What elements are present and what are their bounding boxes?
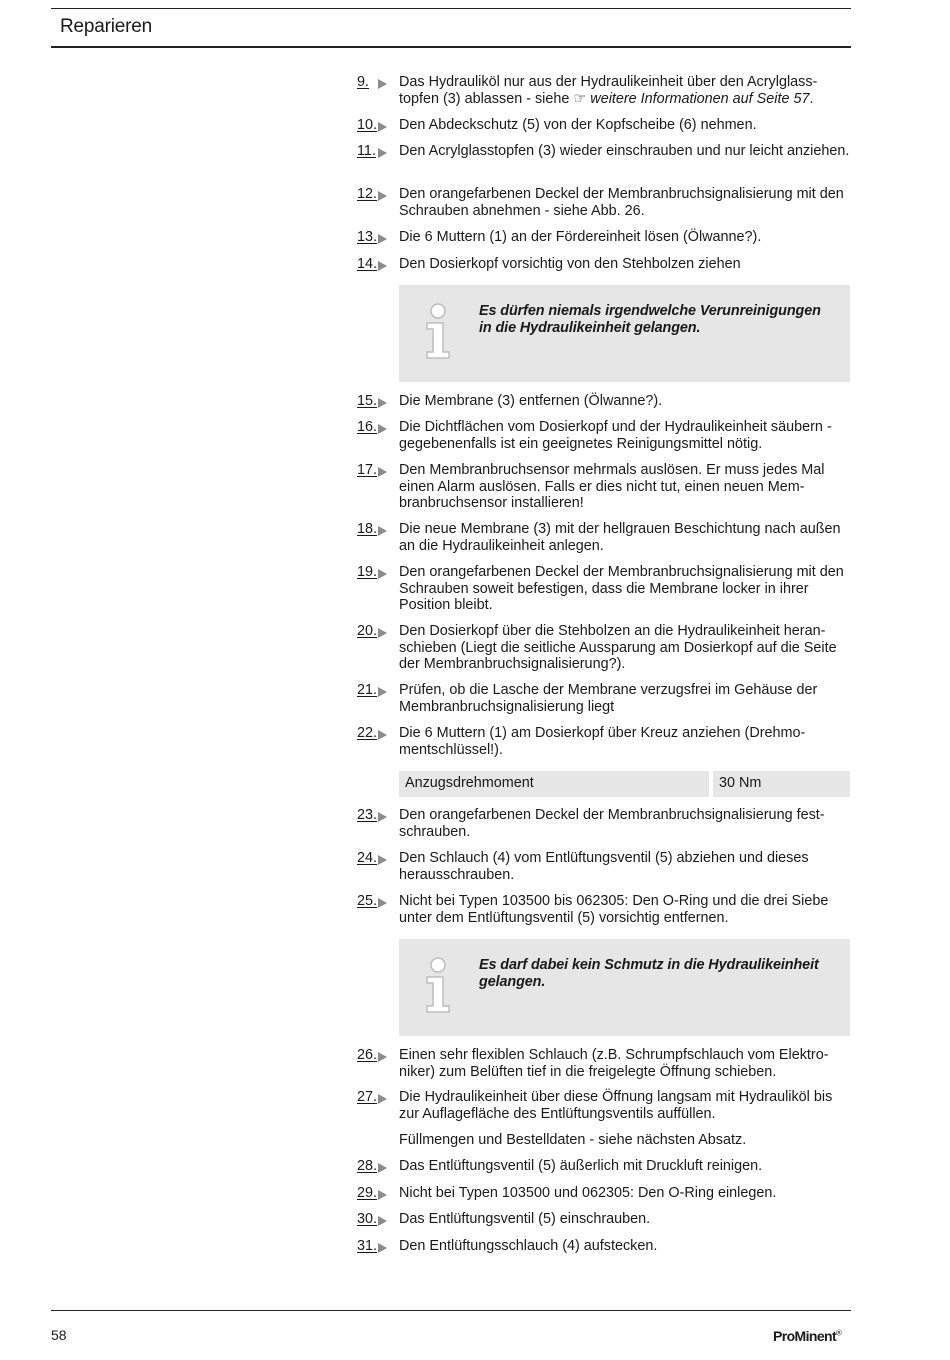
step-text: Den orangefarbenen Deckel der Membranbruchsignalisierung mit den Schrauben soweit befestigen, dass die Membrane locker in ihrer Position bleibt.: [399, 564, 844, 613]
step-number: 15.: [357, 393, 378, 409]
step-arrow-icon: [378, 628, 387, 638]
step-30: [357, 1211, 850, 1228]
step-arrow-icon: [378, 261, 387, 271]
page-title: Reparieren: [60, 16, 152, 37]
step-text: Das Hydrauliköl nur aus der Hydraulikeinheit über den Acrylglass-topfen (3) ablassen - siehe: [399, 74, 818, 107]
torque-table: [399, 771, 850, 797]
step-number: 27.: [357, 1089, 378, 1105]
step-number: 13.: [357, 229, 378, 245]
step-text: Den Membranbruchsensor mehrmals auslösen. Er muss jedes Mal einen Alarm auslösen. Falls er dies nicht tut, einen neuen Mem-branbruchsensor installieren!: [399, 462, 825, 511]
step-text: Den orangefarbenen Deckel der Membranbruchsignalisierung mit den Schrauben abnehmen - siehe Abb. 26.: [399, 186, 844, 219]
step-arrow-icon: [378, 526, 387, 536]
step-arrow-icon: [378, 148, 387, 158]
step-text: Die Hydraulikeinheit über diese Öffnung langsam mit Hydrauliköl bis zur Auflagefläche des Entlüftungsventils auffüllen.: [399, 1089, 833, 1122]
note-text: Es darf dabei kein Schmutz in die Hydraulikeinheit gelangen.: [479, 957, 819, 990]
step-12: [357, 186, 850, 219]
step-31: [357, 1238, 850, 1255]
step-arrow-icon: [378, 467, 387, 477]
info-icon: [421, 955, 455, 1015]
step-20: [357, 623, 850, 673]
step-number: 29.: [357, 1185, 378, 1201]
step-arrow-icon: [378, 1190, 387, 1200]
step-arrow-icon: [378, 79, 387, 89]
step-number: 24.: [357, 850, 378, 866]
step-text: Die Dichtflächen vom Dosierkopf und der Hydraulikeinheit säubern - gegebenenfalls ist ein geeignetes Reinigungsmittel nötig.: [399, 419, 832, 452]
footer-rule: [51, 1310, 851, 1311]
header-rule-top: [51, 8, 851, 9]
step-arrow-icon: [378, 898, 387, 908]
step-arrow-icon: [378, 1094, 387, 1104]
step-text: Den Dosierkopf über die Stehbolzen an die Hydraulikeinheit heran-schieben (Liegt die seitliche Aussparung am Dosierkopf auf die Seite der Membranbruchsignalisierung?).: [399, 623, 837, 672]
step-arrow-icon: [378, 569, 387, 579]
step-10: [357, 117, 850, 134]
step-text: Den Abdeckschutz (5) von der Kopfscheibe (6) nehmen.: [399, 117, 757, 133]
step-arrow-icon: [378, 1216, 387, 1226]
step-number: 31.: [357, 1238, 378, 1254]
step-number: 23.: [357, 807, 378, 823]
step-text: Die Membrane (3) entfernen (Ölwanne?).: [399, 393, 663, 409]
torque-label: Anzugsdrehmoment: [405, 775, 534, 791]
step-text: Das Entlüftungsventil (5) einschrauben.: [399, 1211, 651, 1227]
step-number: 16.: [357, 419, 378, 435]
step-23: [357, 807, 850, 840]
step-arrow-icon: [378, 1163, 387, 1173]
step-arrow-icon: [378, 730, 387, 740]
step-24: [357, 850, 850, 883]
step-18: [357, 521, 850, 554]
step-text: Den Entlüftungsschlauch (4) aufstecken.: [399, 1238, 658, 1254]
step-text: Einen sehr flexiblen Schlauch (z.B. Schrumpfschlauch vom Elektro-niker) zum Belüften tief in die freigelegte Öffnung schieben.: [399, 1047, 829, 1080]
info-line: Füllmengen und Bestelldaten - siehe nächsten Absatz.: [399, 1132, 747, 1148]
step-29: [357, 1185, 850, 1202]
step-number: 22.: [357, 725, 378, 741]
step-text: Den Acrylglasstopfen (3) wieder einschrauben und nur leicht anziehen.: [399, 143, 850, 159]
step-14: [357, 256, 850, 273]
step-number: 26.: [357, 1047, 378, 1063]
step-number: 10.: [357, 117, 378, 133]
header-rule-bottom: [51, 46, 851, 48]
step-arrow-icon: [378, 234, 387, 244]
info-note: [399, 939, 850, 1036]
logo-text: ProMinent: [773, 1328, 837, 1344]
step-text: Die 6 Muttern (1) am Dosierkopf über Kreuz anziehen (Drehmo-mentschlüssel!).: [399, 725, 806, 758]
step-number: 28.: [357, 1158, 378, 1174]
step-arrow-icon: [378, 855, 387, 865]
step-16: [357, 419, 850, 452]
step-25: [357, 893, 850, 926]
step-text: Nicht bei Typen 103500 und 062305: Den O-Ring einlegen.: [399, 1185, 777, 1201]
step-arrow-icon: [378, 687, 387, 697]
step-21: [357, 682, 850, 715]
step-arrow-icon: [378, 398, 387, 408]
torque-value: 30 Nm: [719, 775, 762, 791]
step-26: [357, 1047, 850, 1080]
step-17: [357, 462, 850, 512]
step-arrow-icon: [378, 191, 387, 201]
step-number: 19.: [357, 564, 378, 580]
step-text: Prüfen, ob die Lasche der Membrane verzugsfrei im Gehäuse der Membranbruchsignalisierung liegt: [399, 682, 818, 715]
step-number: 9.: [357, 74, 370, 90]
step-text: Den Dosierkopf vorsichtig von den Stehbolzen ziehen: [399, 256, 741, 272]
step-text: Das Entlüftungsventil (5) äußerlich mit Druckluft reinigen.: [399, 1158, 763, 1174]
step-arrow-icon: [378, 1243, 387, 1253]
torque-label-cell: [399, 771, 709, 797]
step-9: 9. Das Hydrauliköl nur aus der Hydraulikeinheit über den Acrylglass-topfen (3) ablassen - siehe ☞ weitere Informationen auf Seite 57.: [357, 74, 818, 107]
step-27: [357, 1089, 850, 1122]
step-number: 12.: [357, 186, 378, 202]
step-number: 18.: [357, 521, 378, 537]
step-arrow-icon: [378, 424, 387, 434]
note-text: Es dürfen niemals irgendwelche Verunreinigungen in die Hydraulikeinheit gelangen.: [479, 303, 821, 336]
step-text: Den Schlauch (4) vom Entlüftungsventil (5) abziehen und dieses herausschrauben.: [399, 850, 809, 883]
step-19: [357, 564, 850, 614]
step-arrow-icon: [378, 812, 387, 822]
info-note: [399, 285, 850, 382]
step-28: [357, 1158, 850, 1175]
step-number: 11.: [357, 143, 376, 159]
cross-reference-link[interactable]: weitere Informationen auf Seite 57: [590, 90, 810, 107]
step-text: Die 6 Muttern (1) an der Fördereinheit lösen (Ölwanne?).: [399, 229, 762, 245]
step-13: [357, 229, 850, 246]
step-number: 20.: [357, 623, 378, 639]
step-15: [357, 393, 850, 410]
torque-value-cell: [713, 771, 850, 797]
step-number: 30.: [357, 1211, 378, 1227]
step-number: 14.: [357, 256, 378, 272]
step-number: 17.: [357, 462, 378, 478]
hand-pointer-icon: ☞: [573, 90, 591, 107]
prominent-logo: ProMinent®: [773, 1328, 842, 1344]
step-number: 21.: [357, 682, 378, 698]
step-text: Die neue Membrane (3) mit der hellgrauen Beschichtung nach außen an die Hydraulikeinheit anlegen.: [399, 521, 841, 554]
step-arrow-icon: [378, 122, 387, 132]
page-number: 58: [51, 1327, 67, 1343]
info-icon: [421, 301, 455, 361]
step-text: Nicht bei Typen 103500 bis 062305: Den O-Ring und die drei Siebe unter dem Entlüftungsventil (5) vorsichtig entfernen.: [399, 893, 829, 926]
step-arrow-icon: [378, 1052, 387, 1062]
step-number: 25.: [357, 893, 378, 909]
step-22: [357, 725, 850, 758]
step-text: Den orangefarbenen Deckel der Membranbruchsignalisierung fest-schrauben.: [399, 807, 825, 840]
step-11: [357, 143, 850, 160]
